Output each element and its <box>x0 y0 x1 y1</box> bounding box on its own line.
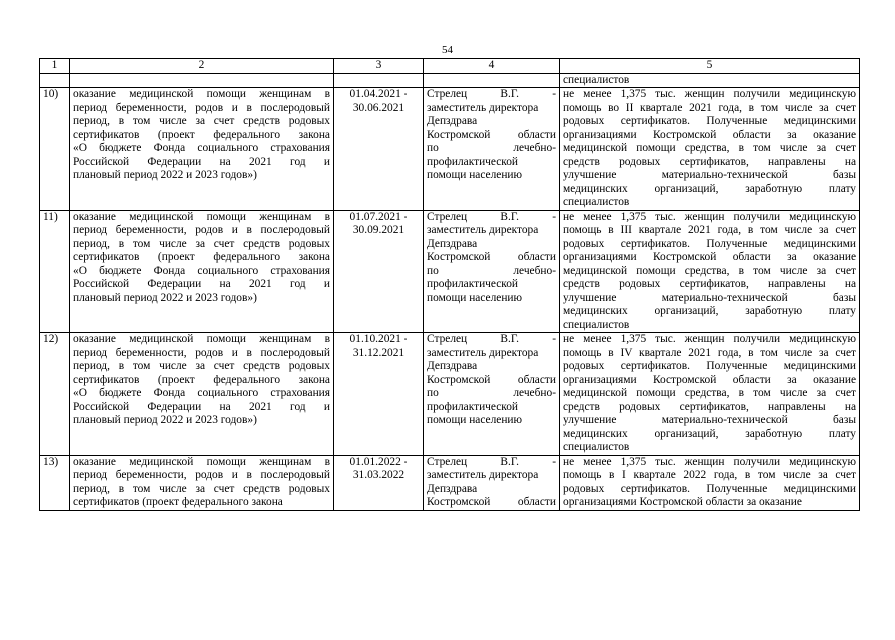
responsible-line: Депздрава <box>427 482 478 495</box>
responsible-line: Стрелец В.Г. - <box>427 333 556 345</box>
responsible-line: заместитель директора <box>427 469 539 481</box>
date-to: 31.12.2021 <box>352 346 405 359</box>
responsible-person <box>424 88 560 211</box>
measure-description <box>70 333 334 456</box>
row-number: 12) <box>40 333 70 456</box>
result-line: не менее 1,375 тыс. женщин получили медицинскую <box>563 88 856 100</box>
responsible-line: по лечебно- <box>427 264 556 277</box>
plan-table <box>39 58 860 511</box>
description-line: «О бюджете Фонда социального страхования <box>73 142 330 154</box>
description-line: «О бюджете Фонда социального страхования <box>73 264 330 277</box>
responsible-line: Костромской области <box>427 251 556 263</box>
description-line: Российской Федерации на 2021 год и <box>73 278 330 290</box>
date-to: 30.09.2021 <box>352 224 405 236</box>
date-from: 01.07.2021 - <box>349 210 408 223</box>
result-line: организациями Костромской области за оказание <box>563 496 802 508</box>
responsible-line: Костромской области <box>427 496 556 508</box>
table-row <box>40 455 860 510</box>
description-line: плановый период 2022 и 2023 годов») <box>73 291 257 304</box>
expected-result <box>560 333 860 456</box>
responsible-line: профилактической <box>427 155 519 168</box>
responsible-line: Депздрава <box>427 360 478 372</box>
result-line: специалистов <box>563 441 630 453</box>
responsible-line: Стрелец В.Г. - <box>427 88 556 100</box>
result-line: медицинской помощи средства, в том числе за счет <box>563 387 856 399</box>
responsible-person <box>424 455 560 510</box>
description-line: период, в том числе за счет средств родовых <box>73 482 330 495</box>
result-line: медицинской помощи средства, в том числе за счет <box>563 142 856 154</box>
date-to: 31.03.2022 <box>352 469 405 481</box>
result-line: организациями Костромской области за оказание <box>563 251 856 263</box>
result-line: улучшение материально-технической базы <box>563 414 856 426</box>
description-line: Российской Федерации на 2021 год и <box>73 155 330 168</box>
row-number: 13) <box>40 455 70 510</box>
period <box>334 88 424 211</box>
description-line: период беременности, родов и в послеродовый <box>73 346 330 359</box>
result-line: помощь в IV квартале 2021 года, в том числе за счет <box>563 346 856 359</box>
responsible-line: заместитель директора <box>427 224 539 236</box>
result-line: не менее 1,375 тыс. женщин получили медицинскую <box>563 455 856 468</box>
result-line: родовых сертификатов. Полученные медицинскими <box>563 360 856 372</box>
responsible-line: помощи населению <box>427 291 523 304</box>
result-line: медицинских организаций, заработную плату <box>563 182 856 195</box>
description-line: Российской Федерации на 2021 год и <box>73 400 330 413</box>
result-line: улучшение материально-технической базы <box>563 291 856 304</box>
row-number: 11) <box>40 210 70 333</box>
period <box>334 210 424 333</box>
responsible-line: Депздрава <box>427 237 478 250</box>
result-line: организациями Костромской области за оказание <box>563 128 856 141</box>
result-line: родовых сертификатов. Полученные медицинскими <box>563 115 856 127</box>
row-number: 10) <box>40 88 70 211</box>
description-line: период беременности, родов и в послеродовый <box>73 224 330 236</box>
responsible-person <box>424 333 560 456</box>
description-line: период, в том числе за счет средств родовых <box>73 237 330 250</box>
result-line: помощь во II квартале 2021 года, в том числе за счет <box>563 101 856 114</box>
expected-result <box>560 88 860 211</box>
result-line: специалистов <box>563 196 630 208</box>
expected-result <box>560 210 860 333</box>
description-line: период беременности, родов и в послеродовый <box>73 101 330 114</box>
result-line: родовых сертификатов. Полученные медицинскими <box>563 237 856 250</box>
description-line: сертификатов (проект федерального закона <box>73 251 330 263</box>
responsible-line: помощи населению <box>427 169 523 181</box>
period <box>334 455 424 510</box>
responsible-line: Депздрава <box>427 115 478 127</box>
responsible-line: профилактической <box>427 400 519 413</box>
description-line: период беременности, родов и в послеродовый <box>73 469 330 481</box>
result-line: организациями Костромской области за оказание <box>563 373 856 386</box>
description-line: «О бюджете Фонда социального страхования <box>73 387 330 399</box>
result-line: помощь в III квартале 2021 года, в том числе за счет <box>563 224 856 236</box>
column-header: 4 <box>424 59 560 74</box>
description-line: плановый период 2022 и 2023 годов») <box>73 169 257 181</box>
column-header: 2 <box>70 59 334 74</box>
responsible-line: помощи населению <box>427 414 523 426</box>
date-from: 01.10.2021 - <box>349 333 408 345</box>
responsible-line: Костромской области <box>427 128 556 141</box>
description-line: оказание медицинской помощи женщинам в <box>73 88 330 100</box>
table-row <box>40 88 860 211</box>
period <box>334 333 424 456</box>
column-header: 3 <box>334 59 424 74</box>
column-header: 1 <box>40 59 70 74</box>
result-line: средств родовых сертификатов, направлены на <box>563 400 856 413</box>
result-line: помощь в I квартале 2022 года, в том числе за счет <box>563 469 856 481</box>
measure-description <box>70 88 334 211</box>
result-line: медицинских организаций, заработную плату <box>563 427 856 440</box>
continuation-text: специалистов <box>560 73 860 88</box>
responsible-line: Стрелец В.Г. - <box>427 455 556 468</box>
measure-description <box>70 455 334 510</box>
description-line: сертификатов (проект федерального закона <box>73 496 283 508</box>
description-line: оказание медицинской помощи женщинам в <box>73 333 330 345</box>
expected-result <box>560 455 860 510</box>
result-line: специалистов <box>563 318 630 331</box>
table-row <box>40 333 860 456</box>
responsible-line: Костромской области <box>427 373 556 386</box>
result-line: улучшение материально-технической базы <box>563 169 856 181</box>
result-line: не менее 1,375 тыс. женщин получили медицинскую <box>563 210 856 223</box>
description-line: период, в том числе за счет средств родовых <box>73 115 330 127</box>
column-header: 5 <box>560 59 860 74</box>
table-row <box>40 210 860 333</box>
responsible-person <box>424 210 560 333</box>
responsible-line: Стрелец В.Г. - <box>427 210 556 223</box>
description-line: сертификатов (проект федерального закона <box>73 373 330 386</box>
result-line: медицинской помощи средства, в том числе за счет <box>563 264 856 277</box>
measure-description <box>70 210 334 333</box>
responsible-line: профилактической <box>427 278 519 290</box>
table-header-row <box>40 59 860 74</box>
responsible-line: по лечебно- <box>427 387 556 399</box>
page-number: 54 <box>442 44 453 56</box>
result-line: средств родовых сертификатов, направлены на <box>563 278 856 290</box>
date-from: 01.04.2021 - <box>349 88 408 100</box>
result-line: медицинских организаций, заработную плату <box>563 305 856 317</box>
description-line: период, в том числе за счет средств родовых <box>73 360 330 372</box>
responsible-line: заместитель директора <box>427 346 539 359</box>
responsible-line: заместитель директора <box>427 101 539 114</box>
description-line: сертификатов (проект федерального закона <box>73 128 330 141</box>
result-line: средств родовых сертификатов, направлены на <box>563 155 856 168</box>
result-line: не менее 1,375 тыс. женщин получили медицинскую <box>563 333 856 345</box>
description-line: плановый период 2022 и 2023 годов») <box>73 414 257 426</box>
responsible-line: по лечебно- <box>427 142 556 154</box>
description-line: оказание медицинской помощи женщинам в <box>73 455 330 468</box>
date-to: 30.06.2021 <box>352 101 405 114</box>
date-from: 01.01.2022 - <box>349 455 408 468</box>
continuation-row <box>40 73 860 88</box>
description-line: оказание медицинской помощи женщинам в <box>73 210 330 223</box>
result-line: родовых сертификатов. Полученные медицинскими <box>563 482 856 495</box>
